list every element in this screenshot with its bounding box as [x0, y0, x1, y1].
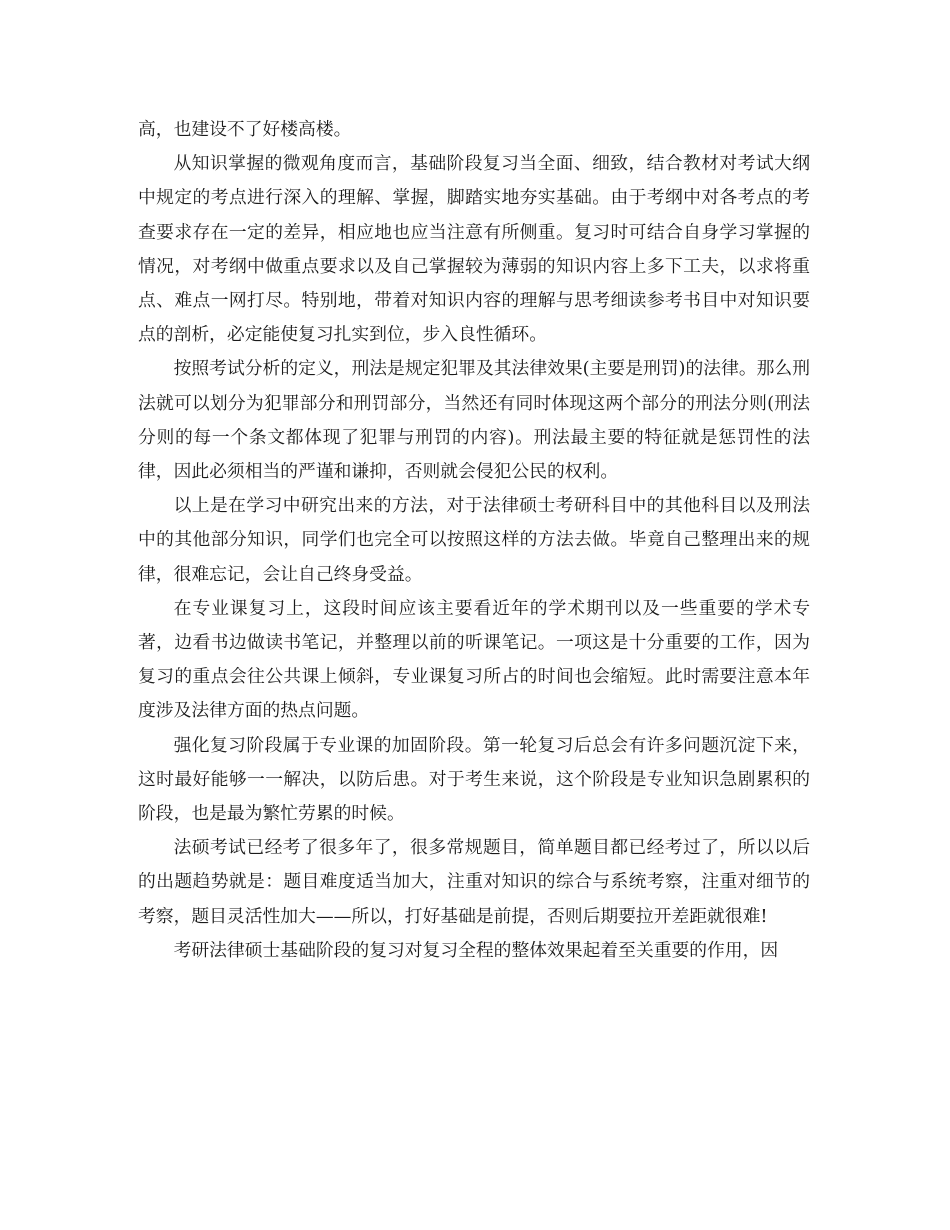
paragraph-study-method: 以上是在学习中研究出来的方法，对于法律硕士考研科目中的其他科目以及刑法中的其他部分知识，同学们也完全可以按照这样的方法去做。毕竟自己整理出来的规律，很难忘记，会让自己终身受益。 [138, 495, 810, 585]
paragraph-foundation-stage: 考研法律硕士基础阶段的复习对复习全程的整体效果起着至关重要的作用，因 [173, 939, 779, 961]
paragraph-criminal-law-definition: 按照考试分析的定义，刑法是规定犯罪及其法律效果(主要是刑罚)的法律。那么刑法就可以划分为犯罪部分和刑罚部分，当然还有同时体现这两个部分的刑法分则(刑法分则的每一个条文都体现了犯罪与刑罚的内容)。刑法最主要的特征就是惩罚性的法律，因此必须相当的严谨和谦抑，否则就会侵犯公民的权利。 [138, 358, 810, 483]
paragraph-professional-review: 在专业课复习上，这段时间应该主要看近年的学术期刊以及一些重要的学术专著，边看书边做读书笔记，并整理以前的听课笔记。一项这是十分重要的工作，因为复习的重点会往公共课上倾斜，专业课复习所占的时间也会缩短。此时需要注意本年度涉及法律方面的热点问题。 [138, 597, 810, 722]
paragraph-exam-trend: 法硕考试已经考了很多年了，很多常规题目，简单题目都已经考过了，所以以后的出题趋势就是：题目难度适当加大，注重对知识的综合与系统考察，注重对细节的考察，题目灵活性加大——所以，打好基础是前提，否则后期要拉开差距就很难! [138, 837, 810, 927]
paragraph-continued: 高，也建设不了好楼高楼。 [138, 119, 352, 140]
document-body [138, 113, 810, 968]
paragraph-intensive-review: 强化复习阶段属于专业课的加固阶段。第一轮复习后总会有许多问题沉淀下来，这时最好能够一一解决，以防后患。对于考生来说，这个阶段是专业知识急剧累积的阶段，也是最为繁忙劳累的时候。 [138, 734, 810, 825]
paragraph-micro-perspective: 从知识掌握的微观角度而言，基础阶段复习当全面、细致，结合教材对考试大纲中规定的考点进行深入的理解、掌握，脚踏实地夯实基础。由于考纲中对各考点的考查要求存在一定的差异，相应地也应当注意有所侧重。复习时可结合自身学习掌握的情况，对考纲中做重点要求以及自己掌握较为薄弱的知识内容上多下工夫，以求将重点、难点一网打尽。特别地，带着对知识内容的理解与思考细读参考书目中对知识要点的剖析，必定能使复习扎实到位，步入良性循环。 [138, 153, 810, 346]
